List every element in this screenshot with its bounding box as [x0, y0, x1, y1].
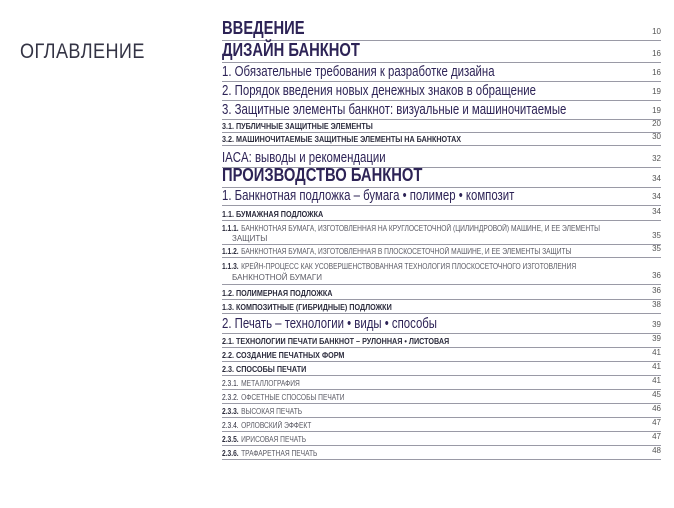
toc-entry-title: ВВЕДЕНИЕ [222, 18, 305, 38]
toc-entry-title [222, 262, 576, 271]
toc-entry-page: 41 [652, 348, 661, 357]
toc-entry[interactable] [222, 220, 661, 245]
toc-entry-text: МЕТАЛЛОГРАФИЯ [241, 379, 300, 388]
toc-entry-title [222, 449, 317, 458]
toc-entry-continuation: ЗАЩИТЫ [232, 234, 268, 243]
toc-entry[interactable] [222, 431, 661, 446]
toc-entry-title: 2.3. СПОСОБЫ ПЕЧАТИ [222, 365, 307, 374]
toc-entry[interactable] [222, 347, 661, 362]
toc-entry[interactable] [222, 132, 661, 146]
toc-entry-page: 47 [652, 418, 661, 427]
toc-entry[interactable] [222, 299, 661, 314]
toc-entry-title: 1. Банкнотная подложка – бумага • полимер • композит [222, 187, 515, 204]
toc-entry[interactable] [222, 257, 661, 285]
toc-entry-page: 39 [652, 334, 661, 343]
table-of-contents [222, 0, 662, 508]
toc-entry-page: 30 [652, 132, 661, 141]
toc-entry[interactable] [222, 313, 661, 334]
toc-entry-title: 1.2. ПОЛИМЕРНАЯ ПОДЛОЖКА [222, 289, 333, 298]
toc-entry[interactable] [222, 62, 661, 82]
toc-entry-text: ОРЛОВСКИЙ ЭФФЕКТ [241, 421, 312, 430]
toc-entry-page: 19 [652, 106, 661, 115]
toc-entry-title: 3.2. МАШИНОЧИТАЕМЫЕ ЗАЩИТНЫЕ ЭЛЕМЕНТЫ НА БАНКНОТАХ [222, 135, 462, 144]
toc-entry[interactable] [222, 244, 661, 258]
toc-entry-title [222, 393, 345, 402]
toc-entry[interactable] [222, 119, 661, 133]
toc-entry-page: 34 [652, 192, 661, 201]
toc-entry-title: IACA: выводы и рекомендации [222, 149, 386, 166]
toc-entry-title: 1. Обязательные требования к разработке дизайна [222, 63, 495, 80]
toc-entry[interactable] [222, 333, 661, 348]
toc-entry-title [222, 247, 571, 256]
toc-entry-text: ИРИСОВАЯ ПЕЧАТЬ [241, 435, 307, 444]
toc-entry-page: 46 [652, 404, 661, 413]
toc-entry-page: 35 [652, 231, 661, 240]
toc-entry-title [222, 379, 300, 388]
toc-entry-page: 39 [652, 320, 661, 329]
toc-entry[interactable] [222, 100, 661, 120]
toc-entry-text: ВЫСОКАЯ ПЕЧАТЬ [241, 407, 303, 416]
toc-entry-title: 2. Печать – технологии • виды • способы [222, 315, 438, 332]
toc-entry-number: 2.3.1. [222, 379, 239, 388]
toc-entry-page: 41 [652, 362, 661, 371]
toc-entry-page: 34 [652, 207, 661, 216]
toc-entry-text: БАНКНОТНАЯ БУМАГА, ИЗГОТОВЛЕННАЯ НА КРУГЛОСЕТОЧНОЙ (ЦИЛИНДРОВОЙ) МАШИНЕ, И ЕЕ ЭЛЕМЕНТЫ [241, 224, 601, 233]
toc-entry[interactable] [222, 284, 661, 300]
toc-entry-number: 2.3.3. [222, 407, 239, 416]
toc-entry-page: 16 [652, 49, 661, 58]
toc-entry-banknote-production[interactable] [222, 167, 661, 188]
toc-entry-continuation: БАНКНОТНОЙ БУМАГИ [232, 273, 322, 282]
toc-entry-page: 10 [652, 27, 661, 36]
toc-entry-text: БАНКНОТНАЯ БУМАГА, ИЗГОТОВЛЕННАЯ В ПЛОСКОСЕТОЧНОЙ МАШИНЕ, И ЕЕ ЭЛЕМЕНТЫ ЗАЩИТЫ [241, 247, 572, 256]
toc-entry-page: 16 [652, 68, 661, 77]
toc-entry-title: 2.2. СОЗДАНИЕ ПЕЧАТНЫХ ФОРМ [222, 351, 345, 360]
toc-entry-number: 2.3.5. [222, 435, 239, 444]
toc-entry[interactable] [222, 375, 661, 390]
toc-entry-title: 3. Защитные элементы банкнот: визуальные и машиночитаемые [222, 101, 567, 118]
toc-entry-number: 1.1.3. [222, 262, 239, 271]
toc-entry-title: 2. Порядок введения новых денежных знаков в обращение [222, 82, 536, 99]
toc-entry-page: 47 [652, 432, 661, 441]
toc-entry[interactable] [222, 417, 661, 432]
toc-entry-number: 1.1.2. [222, 247, 239, 256]
toc-entry-title: ДИЗАЙН БАНКНОТ [222, 40, 360, 60]
toc-entry-page: 36 [652, 286, 661, 295]
toc-entry-title [222, 421, 311, 430]
toc-entry[interactable] [222, 205, 661, 221]
toc-entry-title [222, 407, 302, 416]
toc-entry-title [222, 224, 600, 233]
toc-entry-page: 35 [652, 244, 661, 253]
toc-entry[interactable] [222, 403, 661, 418]
toc-entry[interactable] [222, 187, 661, 206]
toc-entry-introduction[interactable] [222, 18, 661, 41]
toc-entry-title: 1.3. КОМПОЗИТНЫЕ (ГИБРИДНЫЕ) ПОДЛОЖКИ [222, 303, 392, 312]
toc-entry-page: 36 [652, 271, 661, 280]
toc-entry-number: 1.1.1. [222, 224, 239, 233]
toc-entry-title: 3.1. ПУБЛИЧНЫЕ ЗАЩИТНЫЕ ЭЛЕМЕНТЫ [222, 122, 373, 131]
toc-entry-page: 38 [652, 300, 661, 309]
toc-entry-title [222, 435, 306, 444]
toc-entry-text: ТРАФАРЕТНАЯ ПЕЧАТЬ [241, 449, 318, 458]
toc-entry[interactable] [222, 445, 661, 460]
toc-entry-banknote-design[interactable] [222, 40, 661, 63]
toc-entry-page: 45 [652, 390, 661, 399]
toc-entry-page: 34 [652, 174, 661, 183]
toc-entry-text: КРЕЙН-ПРОЦЕСС КАК УСОВЕРШЕНСТВОВАННАЯ ТЕХНОЛОГИЯ ПЛОСКОСЕТОЧНОГО ИЗГОТОВЛЕНИЯ [241, 262, 577, 271]
toc-entry-number: 2.3.6. [222, 449, 239, 458]
contents-heading: ОГЛАВЛЕНИЕ [20, 40, 145, 63]
toc-entry-number: 2.3.2. [222, 393, 239, 402]
toc-entry[interactable] [222, 81, 661, 101]
toc-entry-title: 2.1. ТЕХНОЛОГИИ ПЕЧАТИ БАНКНОТ – РУЛОННАЯ • ЛИСТОВАЯ [222, 337, 450, 346]
toc-entry-title: ПРОИЗВОДСТВО БАНКНОТ [222, 165, 423, 185]
toc-entry[interactable] [222, 389, 661, 404]
toc-entry-number: 2.3.4. [222, 421, 239, 430]
toc-entry-title: 1.1. БУМАЖНАЯ ПОДЛОЖКА [222, 210, 324, 219]
toc-entry-page: 19 [652, 87, 661, 96]
toc-entry-page: 41 [652, 376, 661, 385]
toc-entry-page: 32 [652, 154, 661, 163]
toc-entry-text: ОФСЕТНЫЕ СПОСОБЫ ПЕЧАТИ [241, 393, 345, 402]
toc-entry-page: 20 [652, 119, 661, 128]
toc-entry[interactable] [222, 361, 661, 376]
toc-entry-page: 48 [652, 446, 661, 455]
